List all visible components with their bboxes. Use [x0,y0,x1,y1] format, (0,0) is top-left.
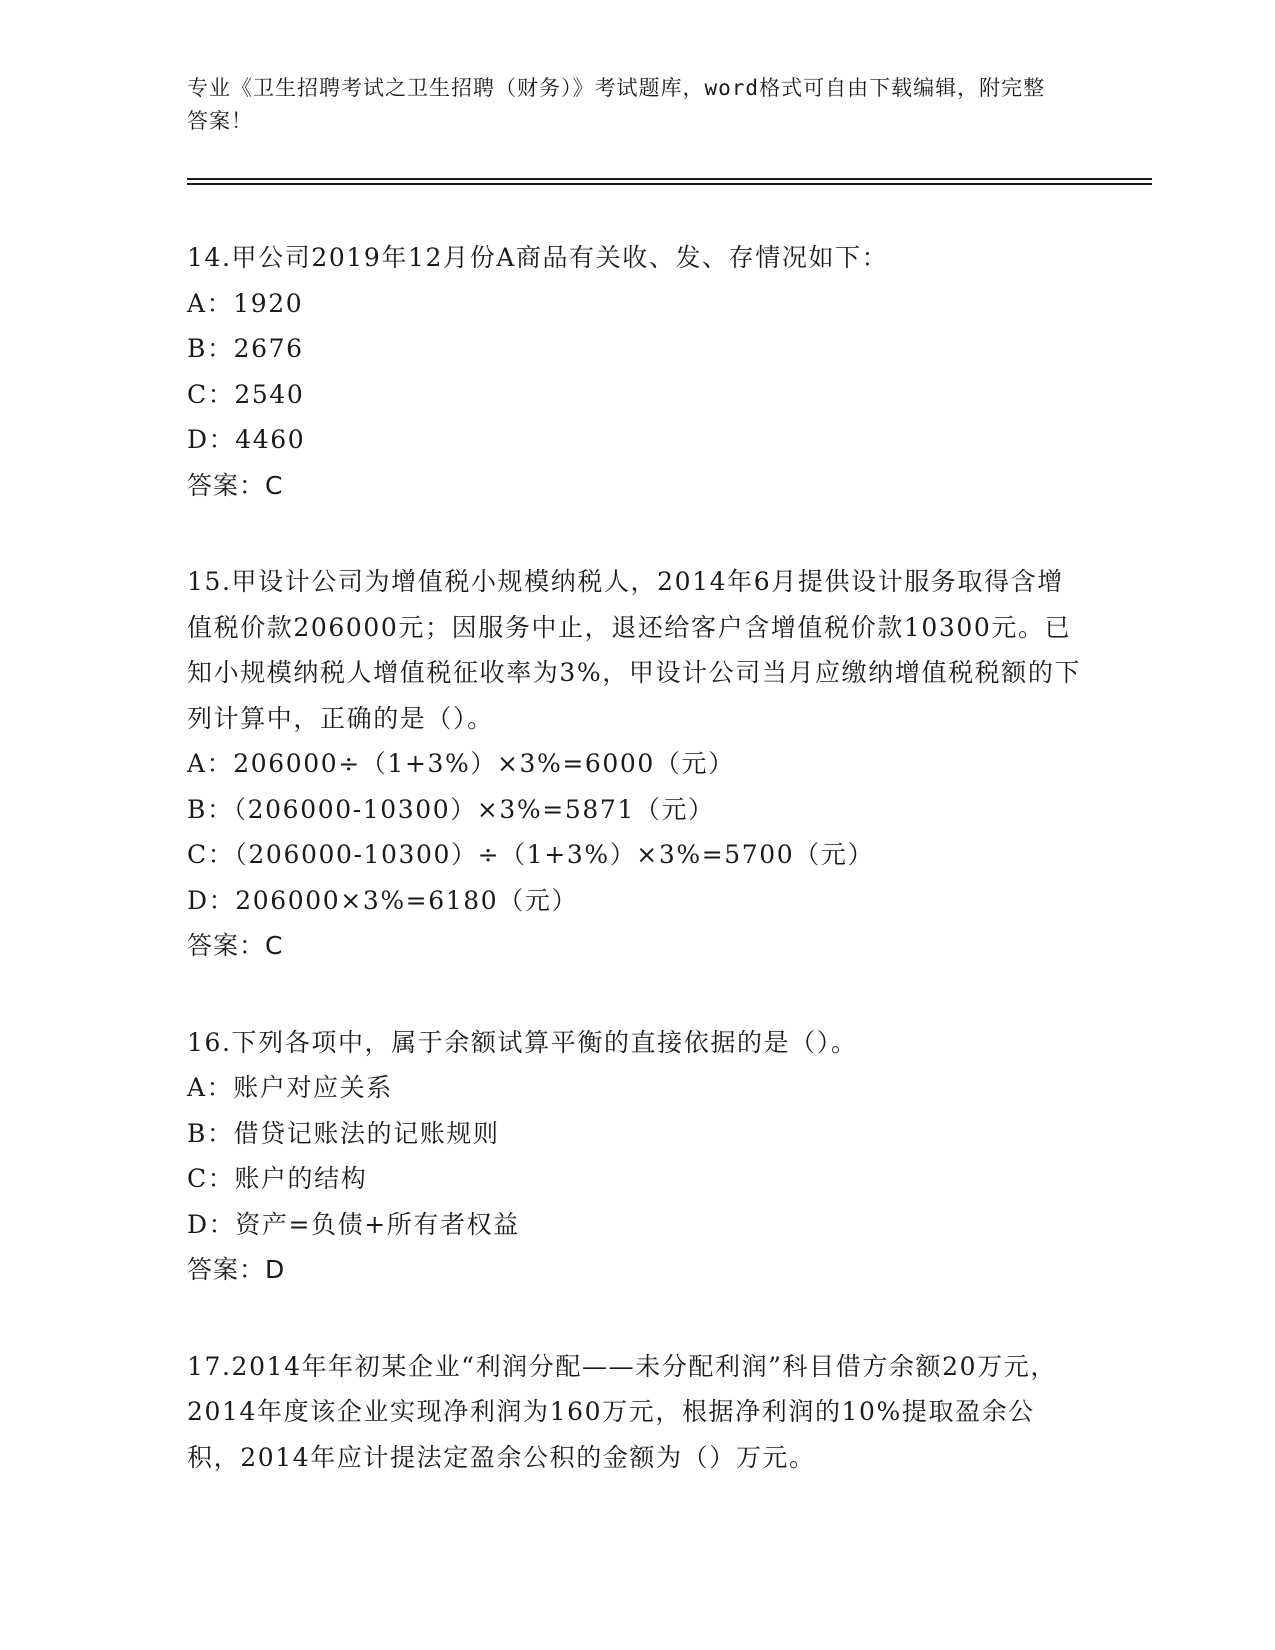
question-16 [187,1020,1087,1293]
answer: 答案：C [187,931,284,960]
option-d: D：206000×3%=6180（元） [187,885,579,915]
question-stem: 14.甲公司2019年12月份A商品有关收、发、存情况如下： [187,243,889,272]
header-divider-bottom [187,183,1152,185]
question-stem: 15.甲设计公司为增值税小规模纳税人，2014年6月提供设计服务取得含增值税价款206000元；因服务中止，退还给客户含增值税价款10300元。已知小规模纳税人增值税征收率为3%，甲设计公司当月应缴纳增值税税额的下列计算中，正确的是（）。 [187,567,1082,733]
option-a: A：账户对应关系 [187,1073,393,1102]
option-b: B：借贷记账法的记账规则 [187,1118,500,1148]
option-a: A：206000÷（1+3%）×3%=6000（元） [187,749,735,778]
question-17 [187,1344,1087,1481]
option-d: D：资产=负债+所有者权益 [187,1209,520,1239]
header-divider-top [187,178,1152,180]
option-d: D：4460 [187,425,306,454]
question-list [187,235,1087,1531]
option-c: C：2540 [187,379,305,409]
document-header: 专业《卫生招聘考试之卫生招聘（财务）》考试题库，word格式可自由下载编辑，附完整答案！ [187,76,1046,133]
answer: 答案：C [187,470,284,500]
answer: 答案：D [187,1255,286,1284]
option-a: A：1920 [187,288,304,318]
question-stem: 17.2014年年初某企业“利润分配——未分配利润”科目借方余额20万元，2014年度该企业实现净利润为160万元，根据净利润的10%提取盈余公积，2014年应计提法定盈余公积的金额为（）万元。 [187,1351,1057,1472]
option-b: B：2676 [187,334,304,363]
option-b: B：（206000-10300）×3%=5871（元） [187,794,715,824]
question-15 [187,559,1087,969]
option-c: C：（206000-10300）÷（1+3%）×3%=5700（元） [187,840,875,869]
option-c: C：账户的结构 [187,1164,368,1193]
question-14 [187,235,1087,508]
question-stem: 16.下列各项中，属于余额试算平衡的直接依据的是（）。 [187,1027,858,1057]
